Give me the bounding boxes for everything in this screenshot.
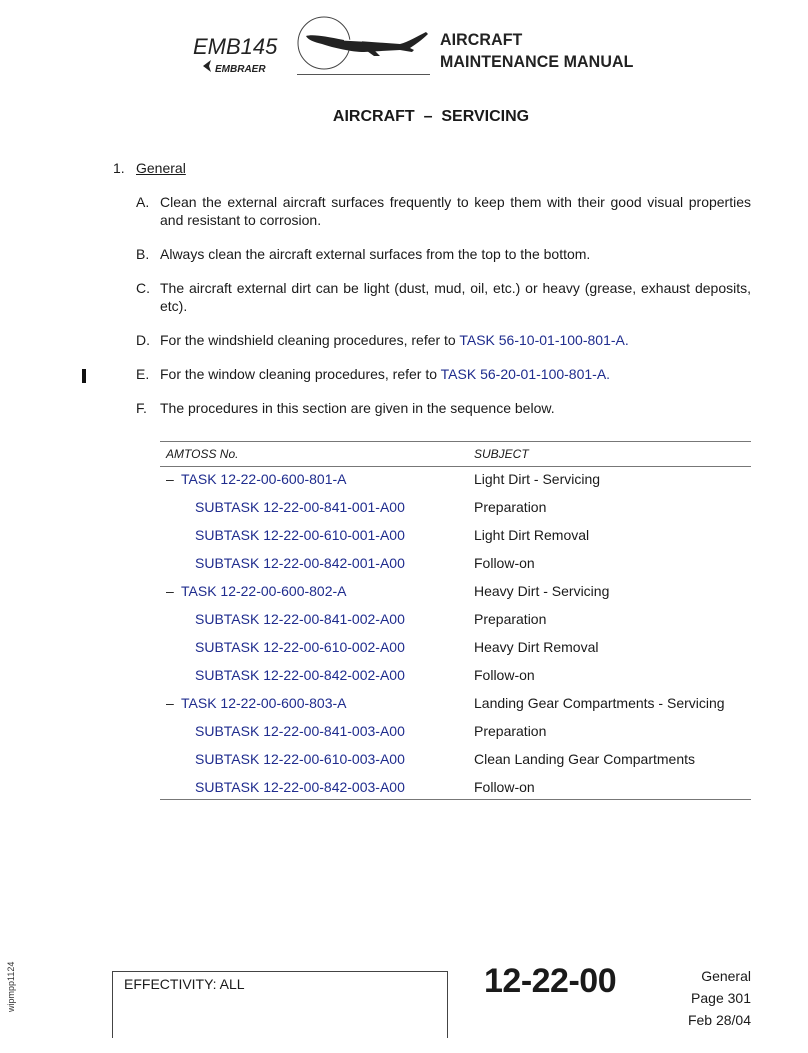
logo-model-text: EMB145	[193, 34, 278, 59]
item-letter-d: D.	[136, 332, 150, 348]
table-header-rule	[160, 466, 751, 467]
row-subject: Follow-on	[474, 779, 535, 795]
column-header-subject: SUBJECT	[474, 447, 529, 461]
item-letter-e: E.	[136, 366, 150, 382]
row-subject: Preparation	[474, 611, 547, 627]
row-dash: –	[166, 695, 174, 711]
subtask-link[interactable]: SUBTASK 12-22-00-841-003-A00	[195, 723, 405, 739]
row-subject: Follow-on	[474, 667, 535, 683]
task-link[interactable]: TASK 12-22-00-600-801-A	[181, 471, 347, 487]
subtask-link[interactable]: SUBTASK 12-22-00-842-001-A00	[195, 555, 405, 571]
section-title: General	[136, 160, 186, 176]
item-text-a: Clean the external aircraft surfaces frequently to keep them with their good visual properties and resistant to corrosion.	[160, 194, 751, 228]
footer-section-name: General	[701, 968, 751, 984]
subtask-link[interactable]: SUBTASK 12-22-00-610-003-A00	[195, 751, 405, 767]
table-bottom-rule	[160, 799, 751, 800]
change-bar	[82, 369, 86, 383]
subtask-link[interactable]: SUBTASK 12-22-00-610-002-A00	[195, 639, 405, 655]
task-link[interactable]: TASK 12-22-00-600-803-A	[181, 695, 347, 711]
table-row	[0, 499, 808, 517]
item-letter-c: C.	[136, 280, 150, 296]
row-subject: Light Dirt Removal	[474, 527, 590, 543]
footer-date: Feb 28/04	[687, 1012, 751, 1028]
item-text-b: Always clean the aircraft external surfaces from the top to the bottom.	[160, 246, 591, 262]
item-letter-f: F.	[136, 400, 147, 416]
effectivity-label: EFFECTIVITY: ALL	[124, 976, 245, 992]
item-letter-b: B.	[136, 246, 150, 262]
row-subject: Preparation	[474, 723, 547, 739]
table-row	[0, 583, 808, 601]
table-row	[0, 639, 808, 657]
aircraft-silhouette-icon	[304, 28, 430, 58]
table-row	[0, 555, 808, 573]
item-text-d	[160, 331, 751, 349]
task-link[interactable]: TASK 12-22-00-600-802-A	[181, 583, 347, 599]
item-letter-a: A.	[136, 194, 150, 210]
emb145-logo	[193, 22, 293, 78]
subtask-link[interactable]: SUBTASK 12-22-00-841-002-A00	[195, 611, 405, 627]
table-row	[0, 695, 808, 713]
item-text-e-body: For the window cleaning procedures, refer to	[160, 366, 441, 382]
table-row	[0, 779, 808, 797]
row-subject: Preparation	[474, 499, 547, 515]
item-text-d-body: For the windshield cleaning procedures, refer to	[160, 332, 460, 348]
table-row	[0, 751, 808, 769]
side-code: wipmpp1124	[6, 961, 16, 1012]
subtask-link[interactable]: SUBTASK 12-22-00-841-001-A00	[195, 499, 405, 515]
row-subject: Follow-on	[474, 555, 535, 571]
section-number: 1.	[113, 160, 125, 176]
table-row	[0, 611, 808, 629]
table-row	[0, 667, 808, 685]
item-text-c: The aircraft external dirt can be light (dust, mud, oil, etc.) or heavy (grease, exhaust deposits, etc).	[160, 280, 751, 314]
item-text-e	[160, 365, 751, 383]
chapter-number: 12-22-00	[484, 962, 617, 1000]
column-header-amtoss: AMTOSS No.	[166, 447, 239, 461]
row-dash: –	[166, 583, 174, 599]
table-top-rule	[160, 441, 751, 442]
row-subject: Heavy Dirt - Servicing	[474, 583, 610, 599]
subtask-link[interactable]: SUBTASK 12-22-00-842-003-A00	[195, 779, 405, 795]
page-heading: AIRCRAFT – SERVICING	[332, 108, 530, 125]
row-subject: Light Dirt - Servicing	[474, 471, 601, 487]
row-dash: –	[166, 471, 174, 487]
table-row	[0, 527, 808, 545]
logo-rule	[297, 74, 430, 75]
table-row	[0, 723, 808, 741]
row-subject: Clean Landing Gear Compartments	[474, 751, 696, 767]
logo-brand-text: EMBRAER	[215, 64, 266, 75]
window-task-link[interactable]: TASK 56-20-01-100-801-A.	[440, 366, 611, 382]
row-subject: Landing Gear Compartments - Servicing	[474, 695, 725, 711]
manual-title-line2: MAINTENANCE MANUAL	[440, 52, 634, 71]
table-row	[0, 471, 808, 489]
embraer-arrow-icon	[203, 60, 211, 72]
windshield-task-link[interactable]: TASK 56-10-01-100-801-A.	[459, 332, 629, 348]
row-subject: Heavy Dirt Removal	[474, 639, 599, 655]
item-text-f: The procedures in this section are given in the sequence below.	[160, 400, 555, 416]
subtask-link[interactable]: SUBTASK 12-22-00-842-002-A00	[195, 667, 405, 683]
footer-page-number: Page 301	[691, 990, 751, 1006]
manual-title-line1: AIRCRAFT	[440, 30, 523, 49]
subtask-link[interactable]: SUBTASK 12-22-00-610-001-A00	[195, 527, 405, 543]
